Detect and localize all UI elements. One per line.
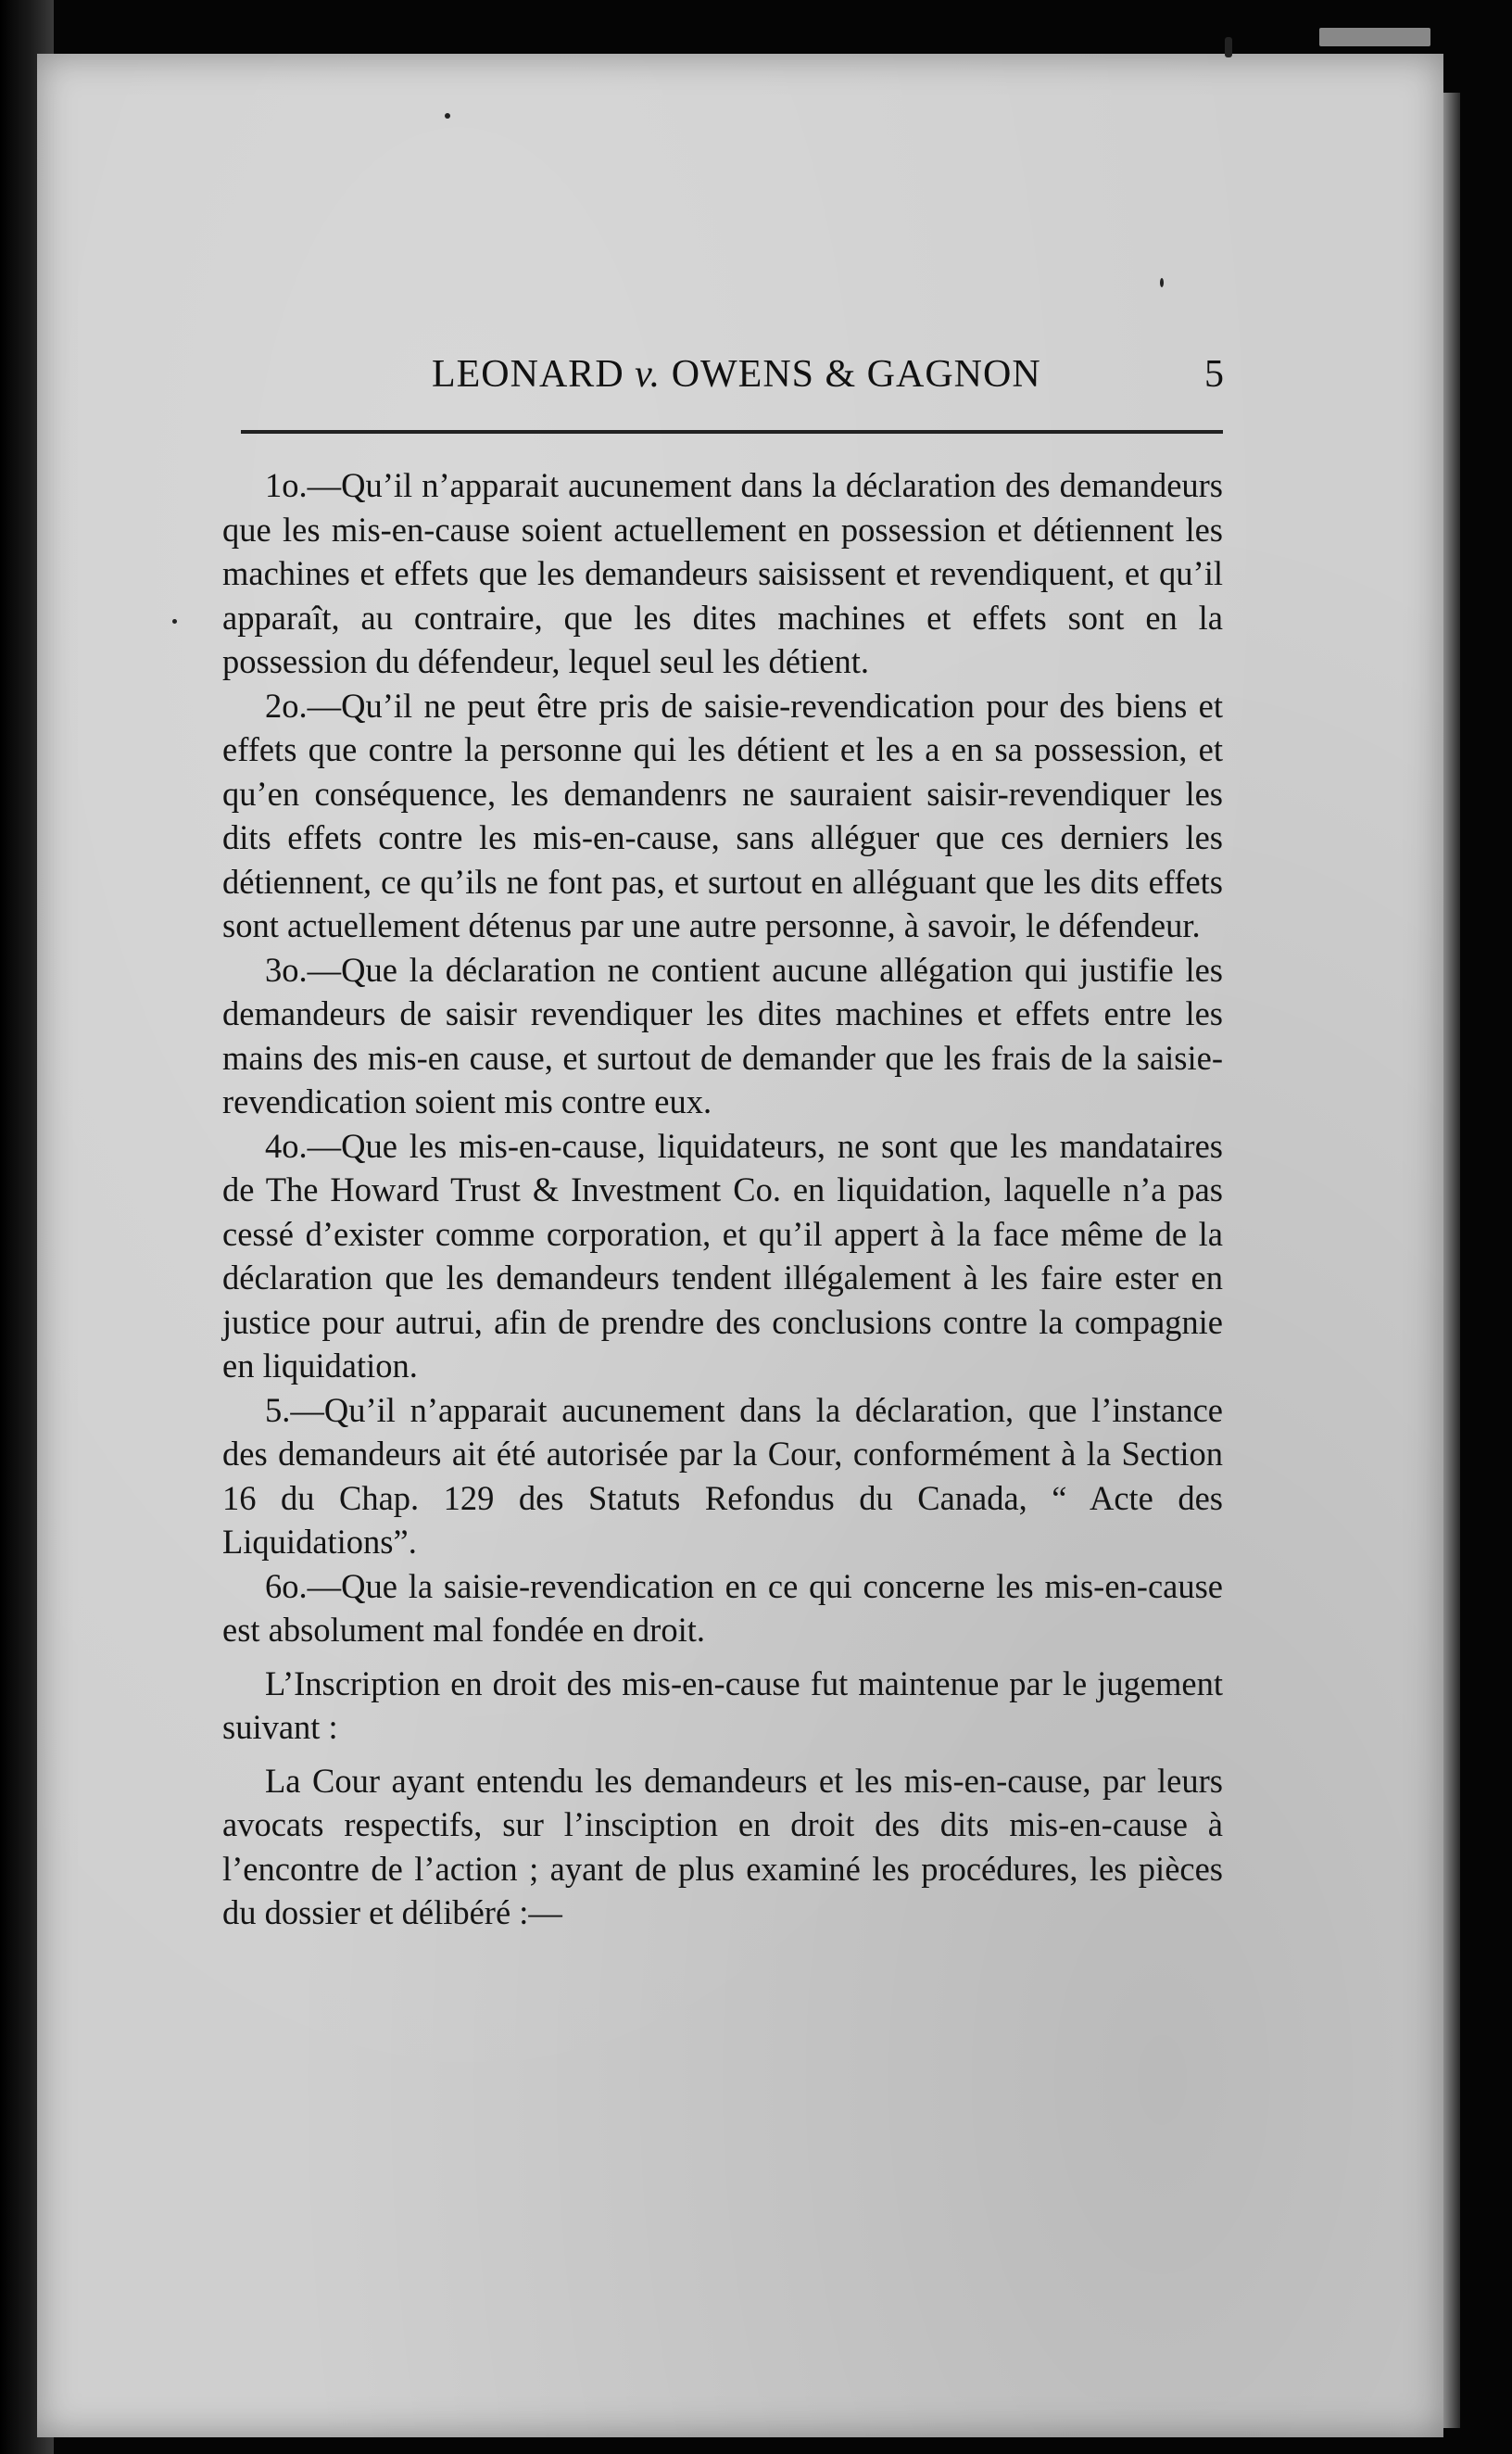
page-number: 5 (1204, 353, 1225, 396)
speck (172, 619, 177, 624)
body-text (222, 463, 1223, 1935)
speck (445, 113, 450, 119)
speck (1160, 278, 1164, 287)
speck (1319, 28, 1430, 46)
title-part-1: LEONARD (432, 353, 636, 396)
running-header (0, 352, 1512, 408)
paragraph-7: L’Inscription en droit des mis-en-cause fut maintenue par le jugement suivant : (222, 1663, 1223, 1746)
paragraph-1: 1o.—Qu’il n’apparait aucunement dans la déclaration des demandeurs que les mis-en-cause soient actuellement en possession et détiennent les machines et effets que les demandeurs saisissent et revendiquent, et qu’il apparaît, au contraire, que les dites machines et effets sont en la possession du défendeur, lequel seul les détient. (222, 466, 1223, 680)
paragraph-3: 3o.—Que la déclaration ne contient aucune allégation qui justifie les demandeurs de saisir revendiquer les dites machines et effets entre les mains des mis-en cause, et surtout de demander que les frais de la saisie-revendication soient mis contre eux. (222, 950, 1223, 1120)
title-versus: v. (635, 353, 662, 396)
header-rule (241, 430, 1223, 434)
page-edge-shadow (1443, 93, 1460, 2428)
paragraph-8: La Cour ayant entendu les demandeurs et les mis-en-cause, par leurs avocats respectifs, sur l’insciption en droit des dits mis-en-cause à l’encontre de l’action ; ayant de plus examiné les procédures, les pièces du dossier et délibéré :— (222, 1761, 1223, 1931)
paragraph-5: 5.—Qu’il n’apparait aucunement dans la déclaration, que l’instance des demandeurs ait été autorisée par la Cour, conformément à la Section 16 du Chap. 129 des Statuts Refondus du Canada, “ Acte des Liquidations”. (222, 1390, 1223, 1561)
paragraph-6: 6o.—Que la saisie-revendication en ce qui concerne les mis-en-cause est absolument mal fondée en droit. (222, 1566, 1223, 1649)
paragraph-4: 4o.—Que les mis-en-cause, liquidateurs, ne sont que les mandataires de The Howard Trust & Investment Co. en liquidation, laquelle n’a pas cessé d’exister comme corporation, et qu’il appert à la face même de la déclaration que les demandeurs tendent illégalement à les faire ester en justice pour autrui, afin de prendre des conclusions contre la compagnie en liquidation. (222, 1126, 1223, 1385)
title-part-2: OWENS & GAGNON (661, 353, 1041, 396)
paragraph-2: 2o.—Qu’il ne peut être pris de saisie-revendication pour des biens et effets que contre la personne qui les détient et les a en sa possession, et qu’en conséquence, les demandenrs ne sauraient saisir-revendiquer les dits effets contre les mis-en-cause, sans alléguer que ces derniers les détiennent, ce qu’ils ne font pas, et surtout en alléguant que les dits effets sont actuellement détenus par une autre personne, à savoir, le défendeur. (222, 686, 1223, 944)
running-title (432, 352, 1041, 397)
speck (1225, 37, 1232, 57)
